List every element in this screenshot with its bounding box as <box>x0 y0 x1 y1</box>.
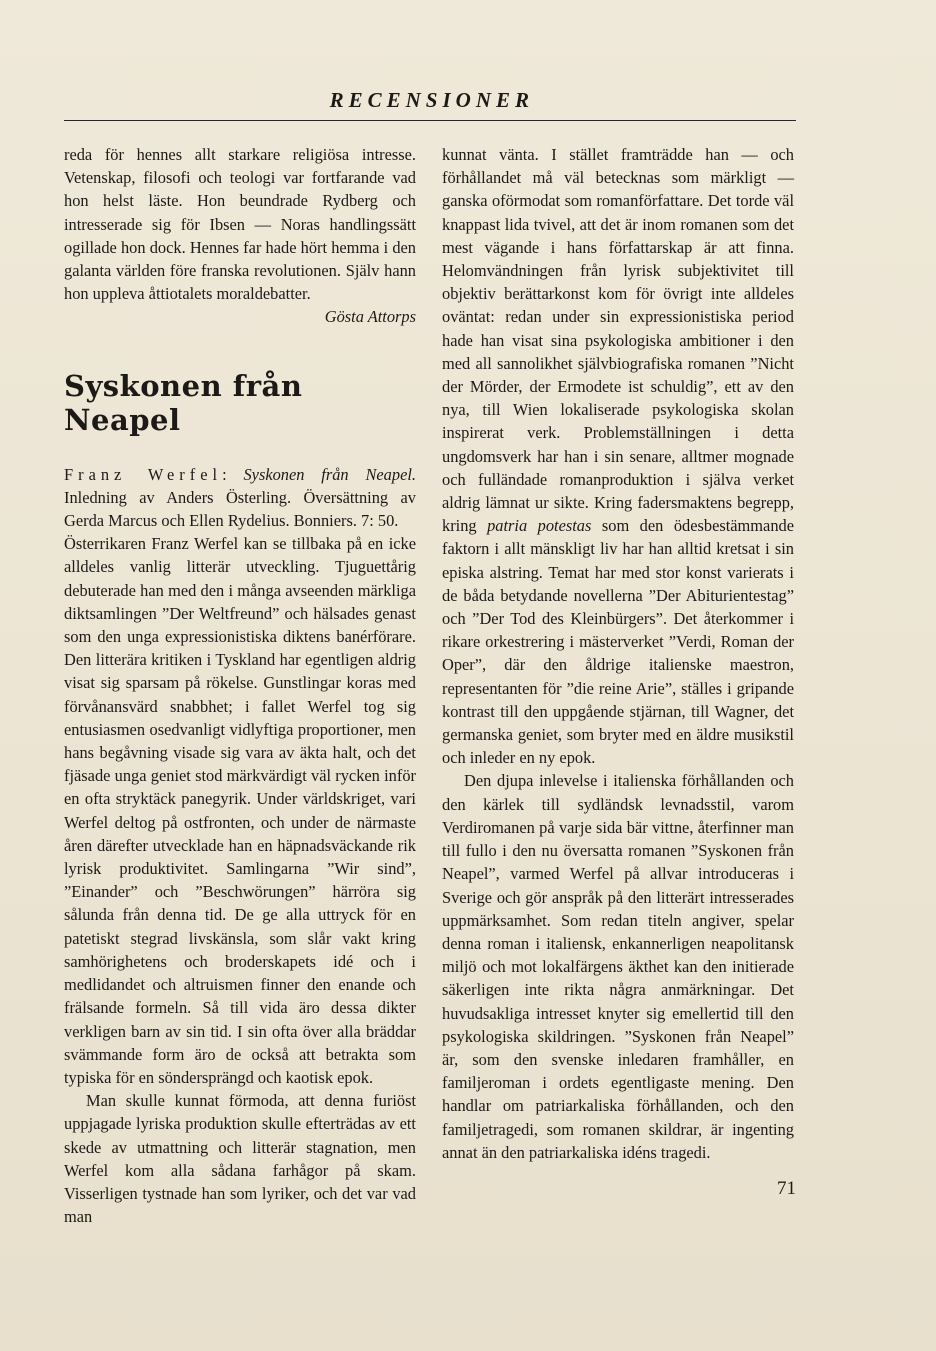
bib-colon: : <box>222 464 244 484</box>
section-header: RECENSIONER <box>329 88 534 112</box>
reviewer-signature: Gösta Attorps <box>324 307 416 327</box>
right-column <box>442 143 794 1164</box>
bibliographic-entry <box>64 463 416 533</box>
review-paragraph-2-continued <box>442 143 794 769</box>
paragraph-text-a: kunnat vänta. I stället framträdde han — och förhållandet må väl betecknas som märkligt — ganska oförmodat som romanförfattare. Det torde väl knappast lida tvivel, att det är inom romanen som det mest vägande i hans författarskap är att finna. Helomvändningen från lyrisk subjektivitet till objektiv berättarkonst kom för övrigt inte alldeles oväntat: redan under sin expressionistiska period hade han visat sina psykologiska ambitioner i den med all sannolikhet självbiografiska romanen ”Nicht der Mörder, der Ermodete ist schuldig”, ett av den nya, till Wien lokaliserade psykologiska skolan inspirerat verk. Problemställningen i detta ungdomsverk har han i sin senare, alltmer mognade och fulländade romanproduktion i själva verket aldrig lämnat ur sikte. Kring fadersmaktens begrepp, kring <box>442 145 794 536</box>
review-paragraph-3: Den djupa inlevelse i italienska förhållanden och den kärlek till sydländsk levnadsstil, varom Verdiromanen på varje sida bär vittne, återfinner man till fullo i den nu översatta romanen ”Syskonen från Neapel”, varmed Werfel på allvar introduceras i Sverige och gör anspråk på den litterärt intresserades uppmärksamhet. Som redan titeln angiver, spelar denna roman i italiensk, enkannerligen neapolitansk miljö och mot lokalfärgens äkthet kan den initierade säkerligen inte rikta några anmärkningar. Det huvudsakliga intresset knyter sig emellertid till den psykologiska skildringen. ”Syskonen från Neapel” är, som den svenske inledaren framhåller, en familjeroman i ordets egentligaste mening. Den handlar om patriarkaliska förhållanden, och den familjetragedi, som romanen skildrar, är ingenting annat än den patriarkaliska idéns tragedi. <box>442 771 794 1162</box>
page-number: 71 <box>777 1178 796 1199</box>
header-rule <box>64 120 796 121</box>
book-author: Franz Werfel <box>64 464 223 484</box>
book-title: Syskonen från Neapel. <box>243 464 416 484</box>
review-paragraph-2: Man skulle kunnat förmoda, att denna furiöst uppjagade lyriska produktion skulle efterträdas av ett skede av utmattning och litterär stagnation, men Werfel kom alla sådana farhågor på skam. Visserligen tystnade han som lyriker, och det var vad man <box>64 1091 416 1227</box>
left-column <box>64 143 416 1228</box>
latin-term: patria potestas <box>487 516 592 536</box>
paragraph-text-b: som den ödesbestämmande faktorn i allt mänskligt liv har han alltid kretsat i sin episka alstring. Temat har med stor konst varierats i de båda betydande novellerna ”Der Abiturientestag” och ”Der Tod des Kleinbürgers”. Det återkommer i rikare orkestrering i mästerverket ”Verdi, Roman der Oper”, där den åldrige italienske maestron, representanten för ”die reine Arie”, ställes i gripande kontrast till den uppgående stjärnan, till Wagner, det germanska geniet, som bryter med en äldre musikstil och inleder en ny epok. <box>442 516 794 768</box>
review-paragraph-1: Österrikaren Franz Werfel kan se tillbaka på en icke alldeles vanlig litterär utveckling. Tjuguettårig debuterade han med den i många avseenden märkliga diktsamlingen ”Der Weltfreund” och hälsades genast som den unga expressionistiska diktens banérförare. Den litterära kritiken i Tyskland har egentligen aldrig visat sig sparsam på rökelse. Gunstlingar koras med förvånansvärd snabbhet; i fallet Werfel tog sig entusiasmen osedvanligt vidlyftiga proportioner, men hans begåvning visade sig vara av äkta halt, och det fjäsade unga geniet stod märkvärdigt väl rycken inför en ofta stryktäck panegyrik. Under världskriget, vari Werfel deltog på ostfronten, och under de närmaste åren därefter utvecklade han en häpnadsväckande rik lyrisk produktivitet. Samlingarna ”Wir sind”, ”Einander” och ”Beschwörungen” härröra sig sålunda från denna tid. De ge alla uttryck för en patetiskt stegrad livskänsla, som slår vakt kring samhörighetens och broderskapets idé och i medlidandet och altruismen finner den enande och frälsande formeln. Så till vida äro dessa dikter verkligen barn av sin tid. I sin ofta över alla bräddar svämmande form äro de också att betrakta som typiska för en söndersprängd och kaotisk epok. <box>64 534 416 1087</box>
bib-details: Inledning av Anders Österling. Översättning av Gerda Marcus och Ellen Rydelius. Bonniers. 7: 50. <box>64 487 416 531</box>
review-title: Syskonen från Neapel <box>64 368 303 437</box>
previous-review-ending: reda för hennes allt starkare religiösa intresse. Vetenskap, filosofi och teologi var fortfarande vad hon helst läste. Hon beundrade Rydberg och intresserade sig för Ibsen — Noras handlingssätt ogillade hon dock. Hennes far hade hört hemma i den galanta världen före franska revolutionen. Själv hann hon uppleva åttiotalets moraldebatter. <box>64 145 416 304</box>
